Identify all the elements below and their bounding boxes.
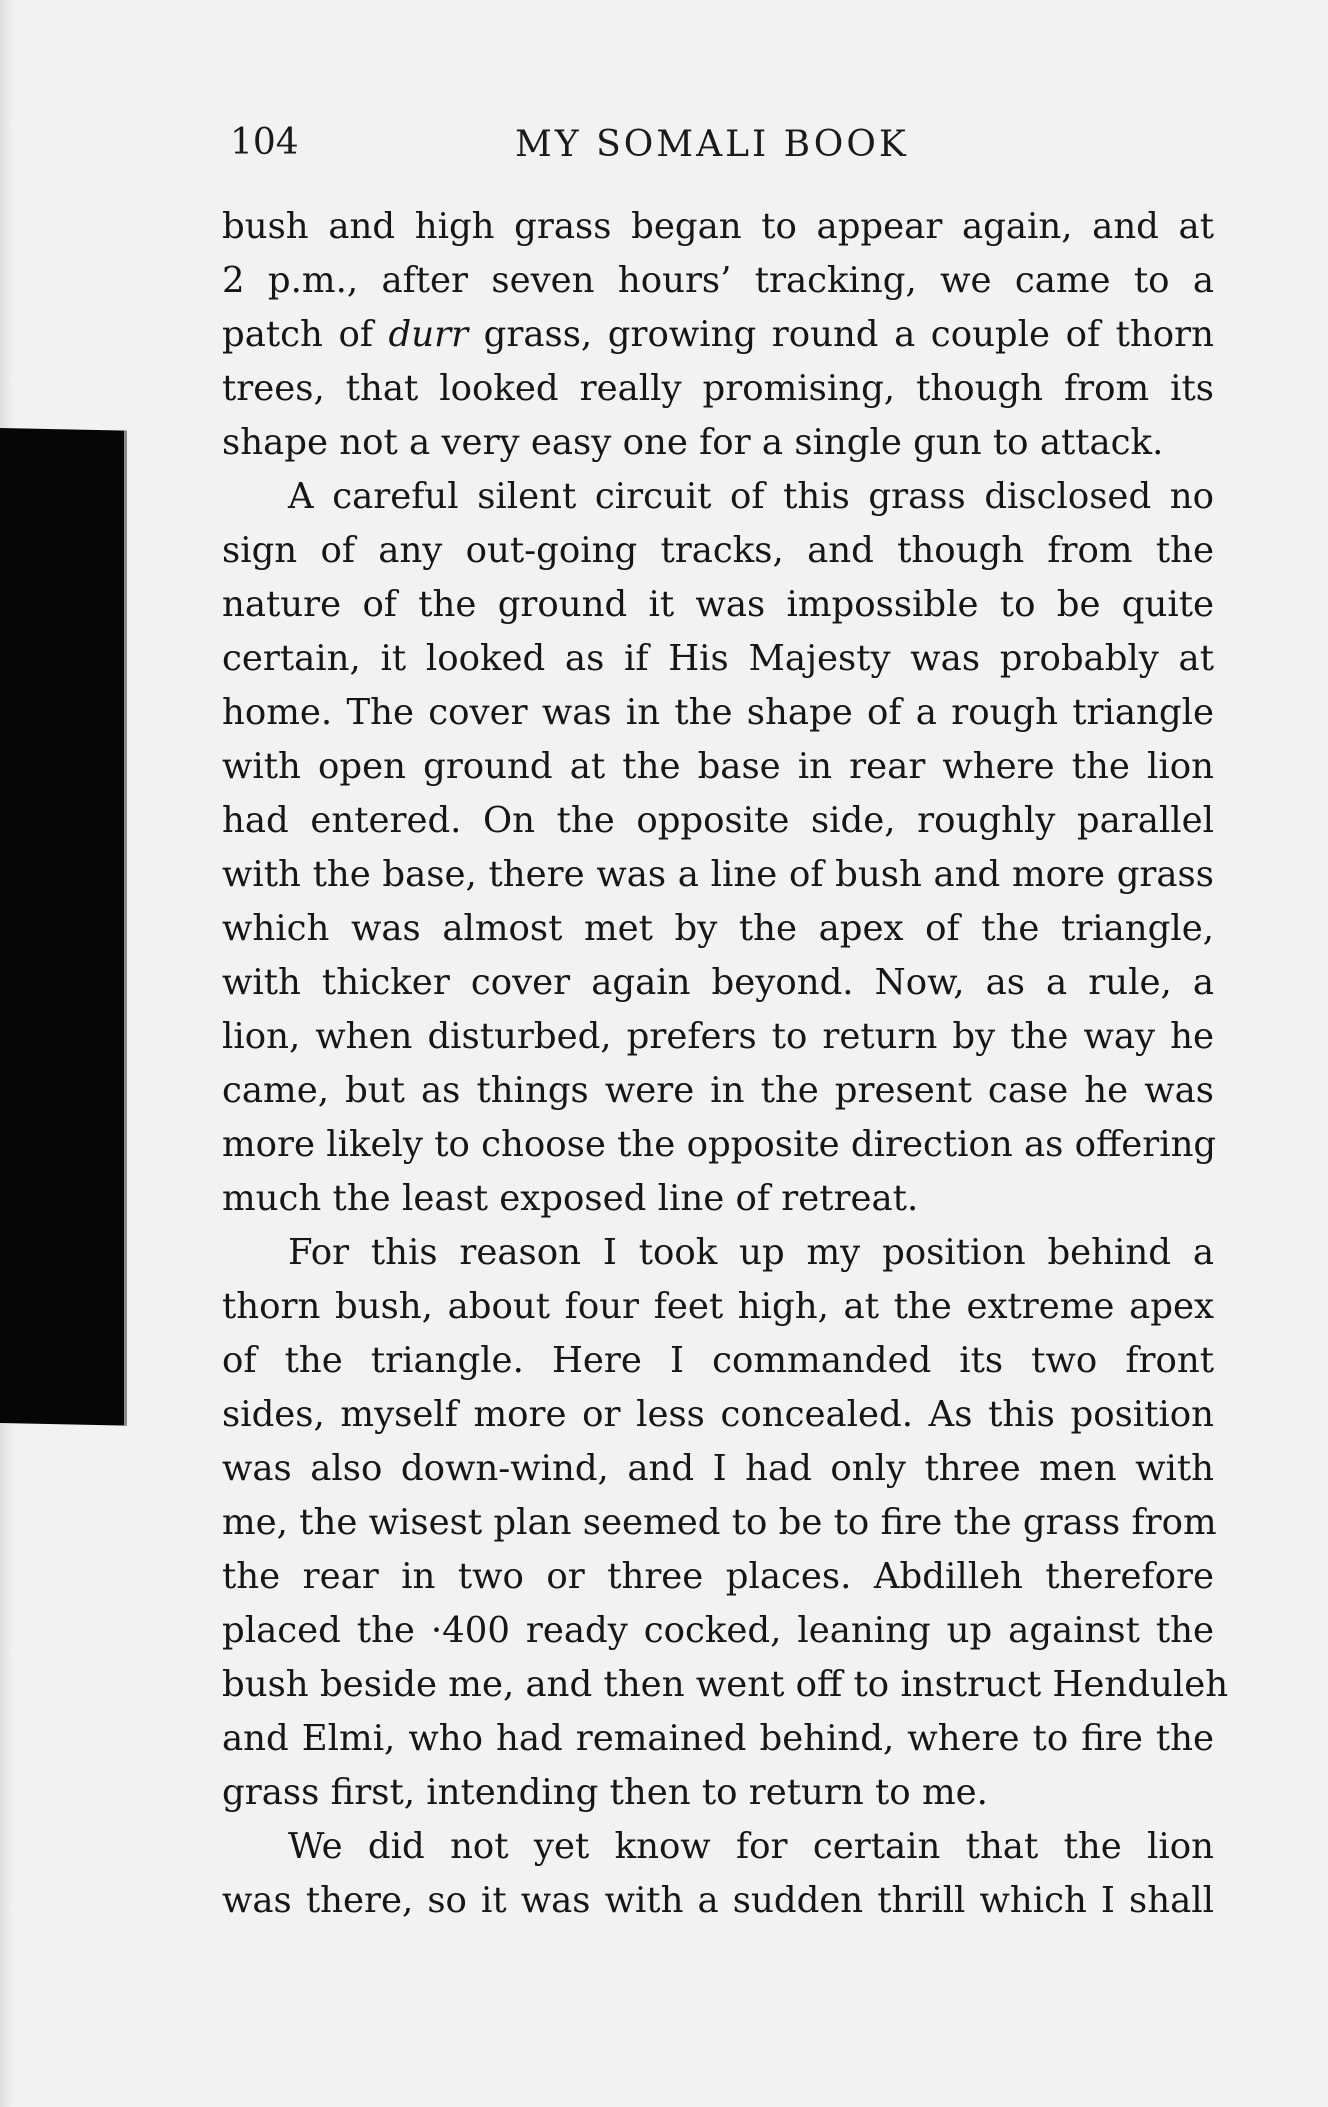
text-line: nature of the ground it was impossible to be quite (222, 584, 1214, 625)
text-line: grass first, intending then to return to me. (222, 1772, 988, 1813)
text-line: thorn bush, about four feet high, at the extreme apex (222, 1286, 1214, 1327)
page-number: 104 (230, 122, 299, 163)
text-line: sign of any out-going tracks, and though from the (222, 530, 1214, 571)
text-line: with the base, there was a line of bush and more grass (222, 854, 1214, 895)
book-binding-edge (0, 428, 127, 1426)
text-line: was there, so it was with a sudden thrill which I shall (222, 1880, 1214, 1921)
text-line: came, but as things were in the present case he was (222, 1070, 1214, 1111)
text-line: me, the wisest plan seemed to be to fire the grass from (222, 1502, 1217, 1543)
text-line: patch of durr grass, growing round a couple of thorn (222, 314, 1214, 355)
text-line: more likely to choose the opposite direction as offering (222, 1124, 1217, 1165)
paragraph-first-line: For this reason I took up my position behind a (288, 1232, 1214, 1273)
text-line: certain, it looked as if His Majesty was probably at (222, 638, 1214, 679)
body-text (222, 200, 1229, 1928)
text-line: lion, when disturbed, prefers to return by the way he (222, 1016, 1214, 1057)
book-title: MY SOMALI BOOK (515, 124, 909, 165)
text-line: which was almost met by the apex of the triangle, (222, 908, 1214, 949)
text-line: bush beside me, and then went off to instruct Henduleh (222, 1664, 1229, 1705)
text-line: and Elmi, who had remained behind, where to fire the (222, 1718, 1214, 1759)
text-line: the rear in two or three places. Abdilleh therefore (222, 1556, 1214, 1597)
text-line: trees, that looked really promising, though from its (222, 368, 1214, 409)
text-line: with open ground at the base in rear where the lion (222, 746, 1214, 787)
text-line: was also down-wind, and I had only three men with (222, 1448, 1214, 1489)
text-line: sides, myself more or less concealed. As this position (222, 1394, 1214, 1435)
text-line: of the triangle. Here I commanded its two front (222, 1340, 1214, 1381)
text-line: had entered. On the opposite side, roughly parallel (222, 800, 1214, 841)
text-line: bush and high grass began to appear again, and at (222, 206, 1214, 247)
running-head (230, 122, 1220, 182)
text-line: placed the ·400 ready cocked, leaning up against the (222, 1610, 1214, 1651)
text-line: home. The cover was in the shape of a rough triangle (222, 692, 1214, 733)
text-line: much the least exposed line of retreat. (222, 1178, 919, 1219)
italic-word: durr (388, 314, 469, 355)
paragraph-first-line: We did not yet know for certain that the lion (288, 1826, 1214, 1867)
paragraph-first-line: A careful silent circuit of this grass disclosed no (288, 476, 1214, 517)
text-line: shape not a very easy one for a single gun to attack. (222, 422, 1164, 463)
text-line: with thicker cover again beyond. Now, as a rule, a (222, 962, 1214, 1003)
text-line: 2 p.m., after seven hours’ tracking, we came to a (222, 260, 1214, 301)
